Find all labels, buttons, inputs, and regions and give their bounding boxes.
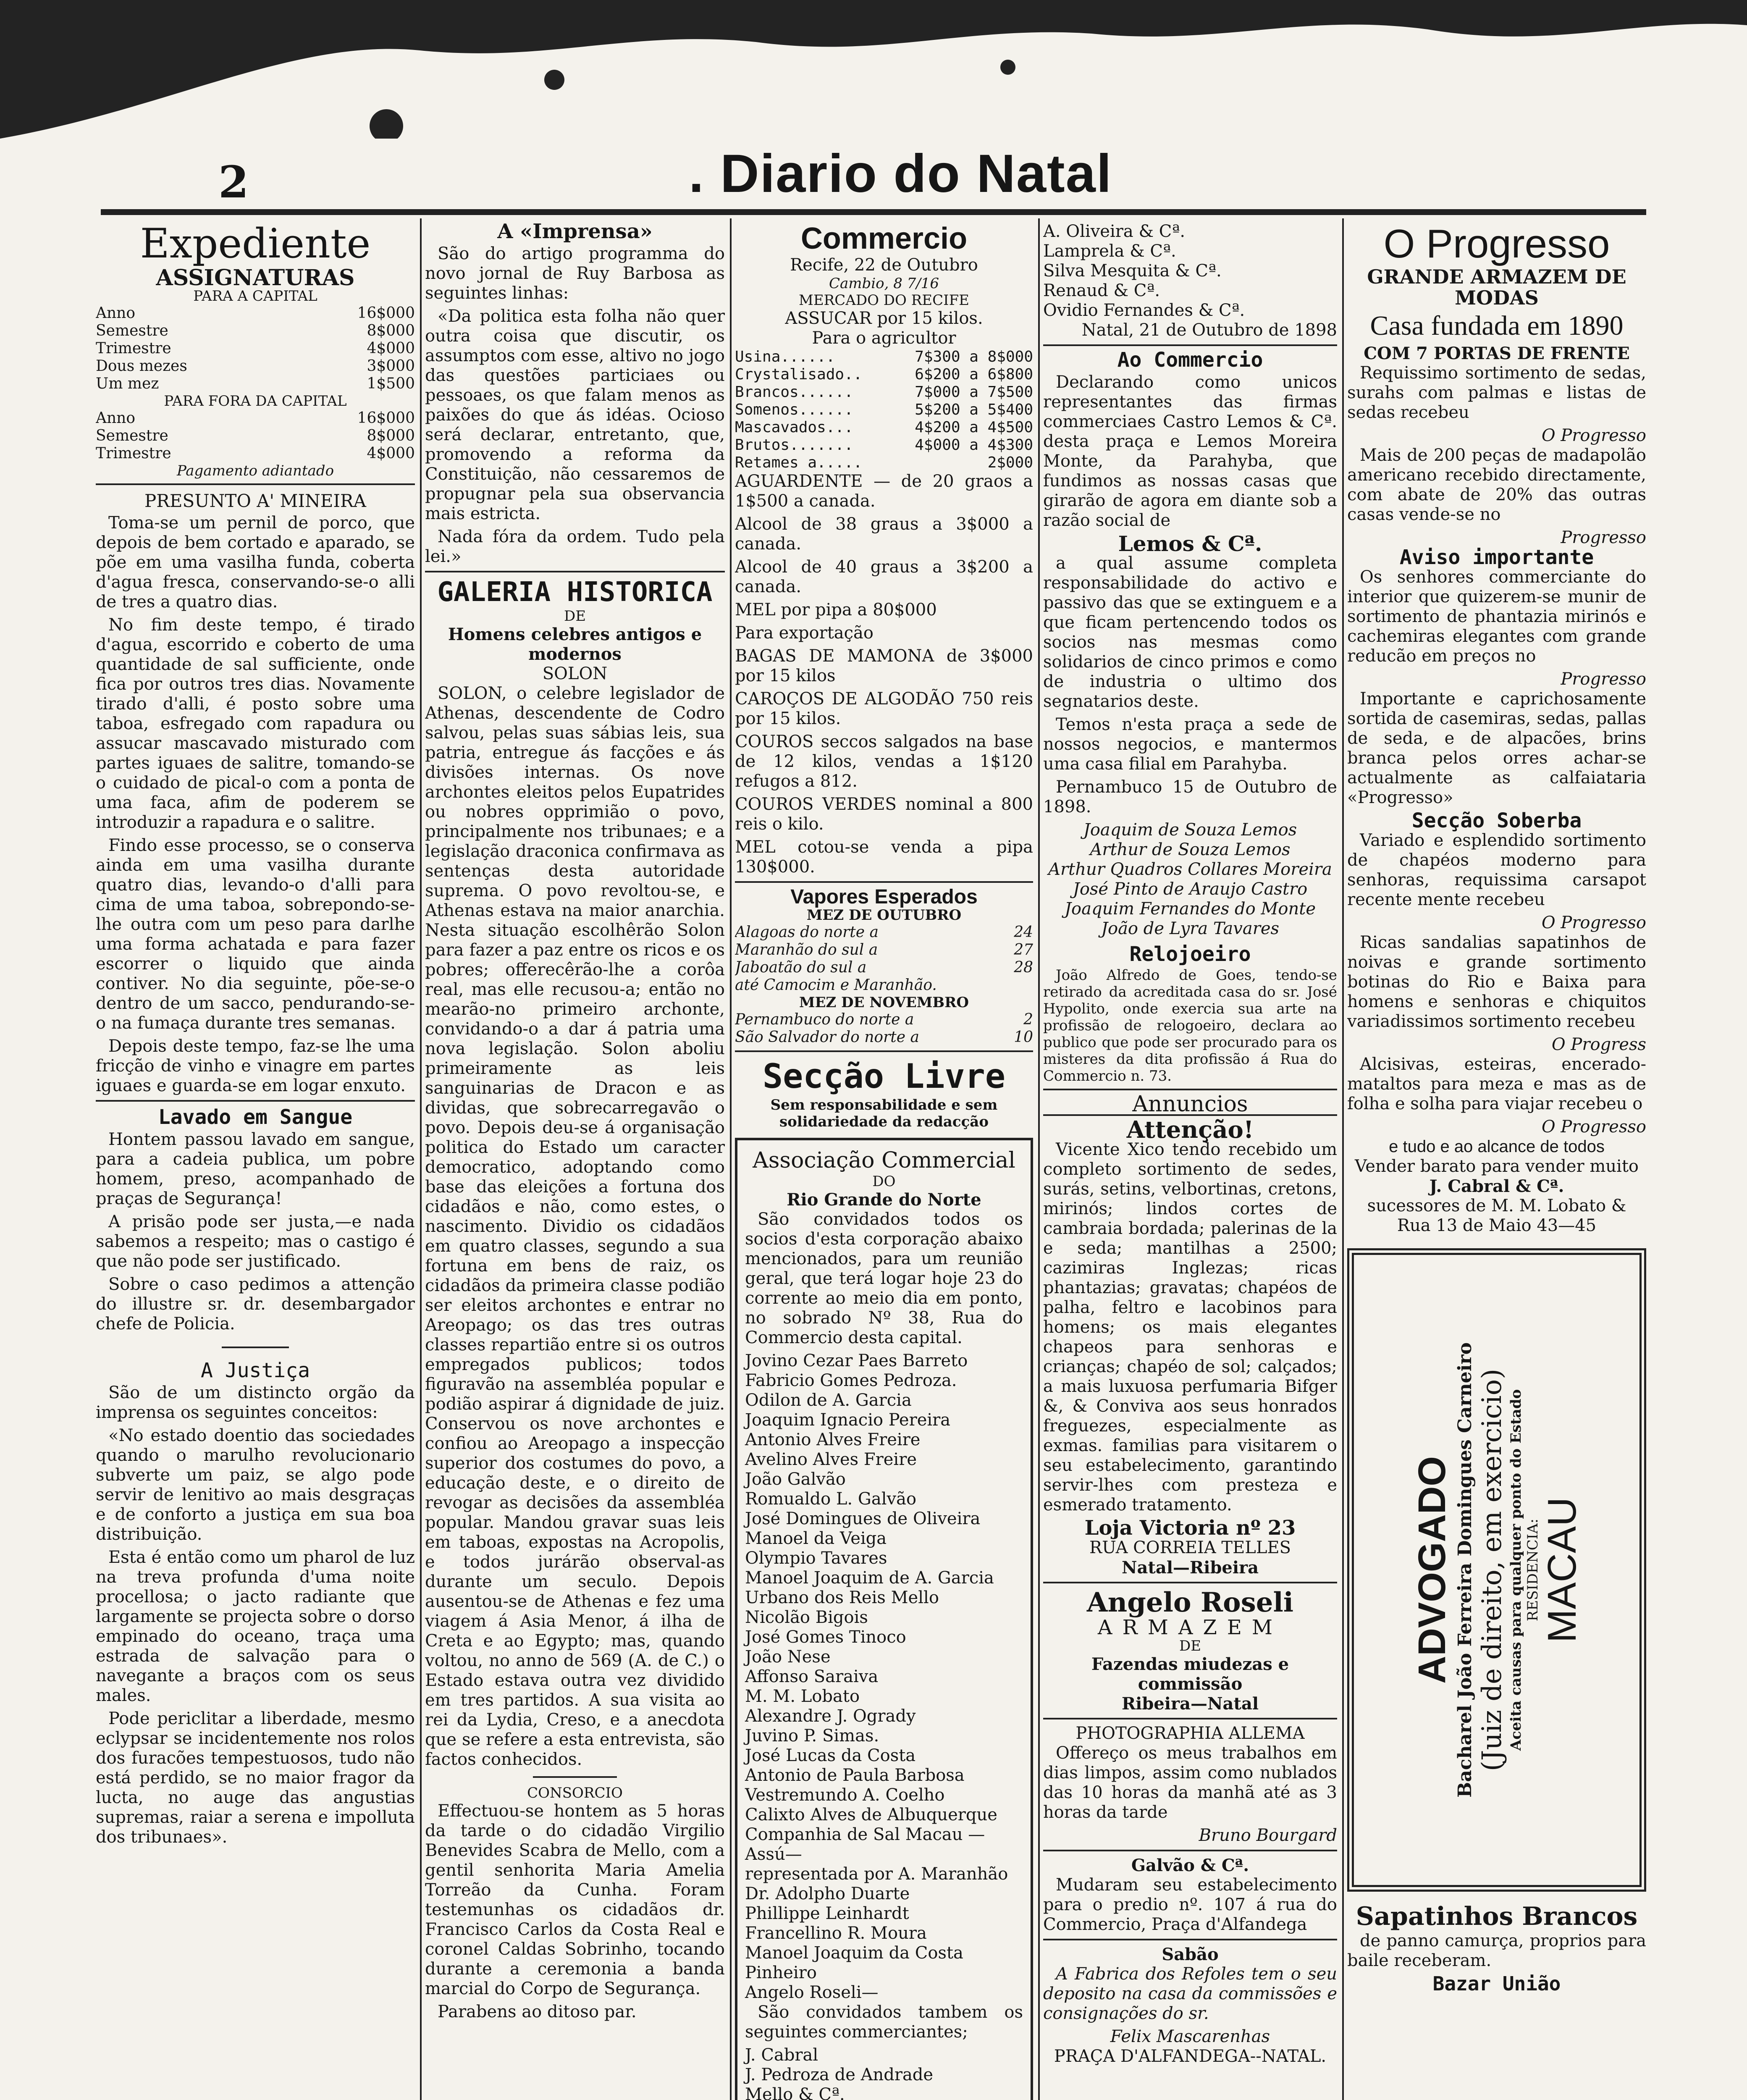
paragraph: Esta é então como um pharol de luz na treva profunda d'uma noite procellosa; o jacto radiante que largamente se projecta sobre o dorso empinado do oceano, traça uma estrada de salvação para o navegante a braços com os seus males. xyxy=(96,1548,415,1705)
list-item: Phillippe Leinhardt xyxy=(745,1904,909,1923)
residencia-label: RESIDENCIA: xyxy=(1524,1518,1541,1622)
table-row xyxy=(735,454,1033,472)
divider xyxy=(1043,1850,1337,1851)
market-line: MEL por pipa a 80$000 xyxy=(735,600,937,620)
market-line: MEL cotou-se venda a pipa 130$000. xyxy=(735,837,1033,877)
market-line: Para exportação xyxy=(735,623,874,643)
ship-day: 10 xyxy=(1014,1029,1033,1046)
ship-day: 27 xyxy=(1014,941,1033,958)
galvao-title: Galvão & Cª. xyxy=(1131,1856,1249,1875)
paragraph: Importante e caprichosamente sortida de casemiras, sedas, pallas de seda, e de alpacões, brins branca pelos orres achar-se actualmente as calfaiataria «Progresso» xyxy=(1347,689,1646,807)
paragraph: Alcisivas, esteiras, encerado-mataltos para meza e mas as de folha e solha para viajar recebeu o xyxy=(1347,1055,1646,1113)
list-item: Urbano dos Reis Mello xyxy=(745,1588,939,1607)
commercio-dateline: Recife, 22 de Outubro xyxy=(790,255,978,275)
list-item: José Lucas da Costa xyxy=(745,1746,916,1765)
list-item: Alexandre J. Ogrady xyxy=(745,1706,916,1726)
table-row xyxy=(735,348,1033,366)
ao-commercio-title: Ao Commercio xyxy=(1117,348,1263,372)
expediente-section xyxy=(96,222,415,479)
price-value: 7$000 a 7$500 xyxy=(915,383,1033,401)
local: Natal—Ribeira xyxy=(1121,1558,1259,1578)
list-item: Olympio Tavares xyxy=(745,1549,887,1568)
place: PRAÇA D'ALFANDEGA--NATAL. xyxy=(1054,2047,1327,2066)
paragraph: Pode periclitar a liberdade, mesmo eclypsar se incidentemente nos rolos dos furacões tempestuosos, tudo não está perdido, se no maior fragor da lucta, no auge das angustias supremas, raiar a serena e impolluta dos tribunaes». xyxy=(96,1709,415,1847)
expediente-title: Expediente xyxy=(140,222,371,267)
market-line: COUROS seccos salgados na base de 12 kilos, vendas a 1$120 refugos a 812. xyxy=(735,732,1033,791)
firm-name: J. Cabral & Cª. xyxy=(1429,1176,1564,1196)
dateline: Pernambuco 15 de Outubro de 1898. xyxy=(1043,777,1337,816)
seccao-livre-title: Secção Livre xyxy=(763,1057,1005,1096)
list-item: Silva Mesquita & Cª. xyxy=(1043,261,1222,281)
relojoeiro-title: Relojoeiro xyxy=(1129,942,1251,966)
table-row xyxy=(96,375,415,393)
vapores-table-outubro xyxy=(735,924,1033,994)
ship-route: Pernambuco do norte a xyxy=(735,1011,914,1028)
ship-route: Maranhão do sul a xyxy=(735,941,878,958)
price-label: Retames a..... xyxy=(735,454,863,471)
sabao-title: Sabão xyxy=(1162,1945,1219,1964)
list-item: Juvino P. Simas. xyxy=(745,1726,879,1746)
list-item: Francellino R. Moura xyxy=(745,1924,927,1943)
table-row xyxy=(96,445,415,462)
price-label: Anno xyxy=(96,304,136,322)
price-label: Crystalisado.. xyxy=(735,366,863,383)
sapatinhos-ad xyxy=(1347,1902,1646,1994)
assucar-heading: ASSUCAR por 15 kilos. xyxy=(785,309,983,328)
paragraph: Findo esse processo, se o conserva ainda em uma vasilha durante quatro dias, levando-o d'alli para cima de uma taboa, sobrepondo-se-lhe outra com um peso para darlhe uma forma achatada e para fazer escorrer o liquido que ainda contiver. No dia seguinte, põe-se-o dentro de um sacco, pendurando-se-o na fumaça durante tres semanas. xyxy=(96,836,415,1033)
column-divider xyxy=(420,218,422,2100)
advogado-note: Aceita causas para qualquer ponto do Estado xyxy=(1508,1389,1524,1751)
paragraph: João Alfredo de Goes, tendo-se retirado da acreditada casa do sr. José Hypolito, onde exercia sua arte na profissão de relogoeiro, declara ao publico que pode ser procurado para os misteres da dita profissão á Rua do Commercio n. 73. xyxy=(1043,967,1337,1084)
list-item: Calixto Alves de Albuquerque xyxy=(745,1805,997,1824)
list-item: Romualdo L. Galvão xyxy=(745,1489,917,1509)
price-label: Dous mezes xyxy=(96,357,187,375)
photographia-ad xyxy=(1043,1724,1337,1845)
ship-day: 28 xyxy=(1014,959,1033,976)
galeria-sub3: SOLON xyxy=(542,664,608,683)
list-item: Joaquim Ignacio Pereira xyxy=(745,1410,951,1430)
list-item: representada por A. Maranhão xyxy=(745,1864,1008,1884)
advogado-rotated-text xyxy=(1410,1276,1583,1864)
signer: Bruno Bourgard xyxy=(1199,1826,1337,1845)
paragraph: de panno camurça, proprios para baile receberam. xyxy=(1347,1931,1646,1970)
divider xyxy=(425,571,725,572)
ship-route: até Camocim e Maranhão. xyxy=(735,976,937,994)
paragraph: «Da politica esta folha não quer outra coisa que discutir, os assumptos com esse, altivo no jogo das questões particiaes ou pessoaes, os que falam menos as paixões do que ás idéas. Ocioso será declarar, entretanto, que, promovendo a reforma da Constituição, não cessaremos de propugnar pela sua observancia mais estricta. xyxy=(425,307,725,523)
price-label: Brancos...... xyxy=(735,383,853,401)
ink-stain xyxy=(0,0,1747,139)
price-label: Somenos...... xyxy=(735,401,853,418)
lavado-article xyxy=(96,1105,415,1334)
aviso-title: Aviso importante xyxy=(1399,546,1594,569)
loja-name: Loja Victoria nº 23 xyxy=(1084,1516,1296,1540)
table-row xyxy=(735,976,1033,994)
ship-route: Alagoas do norte a xyxy=(735,924,879,941)
list-item: M. M. Lobato xyxy=(745,1687,860,1706)
founded-line: Casa fundada em 1890 xyxy=(1370,310,1624,341)
table-row xyxy=(735,401,1033,419)
member-list xyxy=(745,1351,1023,2003)
signer: Joaquim Fernandes do Monte xyxy=(1065,899,1316,919)
attencao-title: Attenção! xyxy=(1126,1116,1254,1144)
paragraph: Mudaram seu estabelecimento para o predio nº. 107 á rua do Commercio, Praça d'Alfandega xyxy=(1043,1875,1337,1934)
signer: Joaquim de Souza Lemos xyxy=(1083,820,1297,840)
table-row xyxy=(96,340,415,357)
column-5 xyxy=(1347,222,1646,2100)
firm-name: Lemos & Cª. xyxy=(1118,531,1262,556)
list-item: José Domingues de Oliveira xyxy=(745,1509,981,1528)
seccao-livre-sub: Sem responsabilidade e sem solidariedade da redacção xyxy=(770,1097,998,1130)
list-item: Mello & Cª. xyxy=(745,2085,845,2100)
list-item: Manoel Joaquim de A. Garcia xyxy=(745,1568,994,1588)
rua-name: RUA CORREIA TELLES xyxy=(1089,1538,1291,1557)
galvao-ad xyxy=(1043,1856,1337,1935)
justica-article xyxy=(96,1361,415,1847)
table-row xyxy=(735,1029,1033,1046)
ship-route: Jaboatão do sul a xyxy=(735,959,867,976)
column-1 xyxy=(96,222,415,2100)
paragraph: Variado e esplendido sortimento de chapéos moderno para senhoras, requissima carsapot recente mente recebeu xyxy=(1347,831,1646,909)
ship-route: São Salvador do norte a xyxy=(735,1029,919,1046)
divider xyxy=(1043,1089,1337,1090)
advogado-name: Bacharel João Ferreira Domingues Carneiro xyxy=(1454,1342,1476,1798)
price-value: 6$200 a 6$800 xyxy=(915,366,1033,383)
sugar-price-table xyxy=(735,348,1033,472)
paragraph: Ricas sandalias sapatinhos de noivas e grande sortimento botinas do Rio e Baixa para homens e senhoras e chiquitos variadissimos sortimento recebeu xyxy=(1347,933,1646,1031)
price-value: 8$000 xyxy=(367,322,415,339)
list-item: Lamprela & Cª. xyxy=(1043,242,1176,261)
market-line: CAROÇOS DE ALGODÃO 750 reis por 15 kilos. xyxy=(735,689,1033,728)
presunto-title: PRESUNTO A' MINEIRA xyxy=(144,491,367,511)
mercado-heading: MERCADO DO RECIFE xyxy=(799,292,969,309)
divider xyxy=(1043,1582,1337,1583)
market-line: AGUARDENTE — de 20 graos a 1$500 a canada. xyxy=(735,472,1033,511)
table-row xyxy=(735,941,1033,959)
column-divider xyxy=(730,218,732,2100)
list-item: Nicolão Bigois xyxy=(745,1608,868,1627)
price-label: Usina...... xyxy=(735,348,835,365)
successors: sucessores de M. M. Lobato & xyxy=(1367,1196,1626,1215)
ship-day: 24 xyxy=(1014,924,1033,941)
signer: Arthur Quadros Collares Moreira xyxy=(1048,860,1332,879)
price-value: 3$000 xyxy=(367,357,415,375)
presunto-article xyxy=(96,491,415,1096)
list-item: Companhia de Sal Macau — Assú— xyxy=(745,1825,985,1864)
price-value: 7$300 a 8$000 xyxy=(915,348,1033,365)
table-row xyxy=(735,959,1033,976)
paragraph: São convidados tambem os seguintes commerciantes; xyxy=(745,2003,1023,2042)
fora-heading: PARA FORA DA CAPITAL xyxy=(164,393,347,410)
progresso-sub: GRANDE ARMAZEM DE MODAS xyxy=(1367,265,1626,309)
advogado-role: (Juiz de direito, em exercicio) xyxy=(1477,1368,1508,1772)
associacao-do: DO xyxy=(872,1173,896,1190)
price-label: Mascavados... xyxy=(735,419,853,436)
price-label: Brutos....... xyxy=(735,436,853,454)
dateline: Natal, 21 de Outubro de 1898 xyxy=(1081,320,1337,340)
table-row xyxy=(96,427,415,445)
column-divider xyxy=(1038,218,1040,2100)
cambio: Cambio, 8 7/16 xyxy=(829,275,939,292)
list-item: A. Oliveira & Cª. xyxy=(1043,222,1186,241)
progresso-ad xyxy=(1347,222,1646,1236)
vapores-title: Vapores Esperados xyxy=(790,886,978,908)
price-label: Semestre xyxy=(96,322,168,339)
signer: O Progresso xyxy=(1541,426,1646,445)
list-item: Vestremundo A. Coelho xyxy=(745,1785,945,1805)
signer: Progresso xyxy=(1561,669,1646,689)
vapores-section xyxy=(735,887,1033,1046)
signer: Progresso xyxy=(1561,528,1646,547)
table-row xyxy=(735,436,1033,454)
payment-note: Pagamento adiantado xyxy=(176,462,334,479)
lavado-title: Lavado em Sangue xyxy=(158,1105,353,1129)
price-value: 4$200 a 4$500 xyxy=(915,419,1033,436)
list-item: Manoel Joaquim da Costa Pinheiro xyxy=(745,1943,963,1982)
table-row xyxy=(96,304,415,322)
divider xyxy=(1043,344,1337,346)
column-4 xyxy=(1043,222,1337,2100)
assignaturas-heading: ASSIGNATURAS xyxy=(156,265,355,291)
paragraph: Os senhores commerciante do interior que quizerem-se munir de sortimento de phantazia mirinós e cachemiras elegantes com grande reducão em preços no xyxy=(1347,567,1646,666)
ao-commercio-article xyxy=(1043,350,1337,939)
list-item: José Gomes Tinoco xyxy=(745,1628,906,1647)
associacao-notice xyxy=(735,1138,1033,2100)
bazar-name: Bazar União xyxy=(1432,1972,1561,1995)
paragraph: «No estado doentio das sociedades quando o marulho revolucionario subverte um paiz, se algo pode servir de lenitivo ao mais desgraças e de conforto a justiça em sua boa distribuição. xyxy=(96,1426,415,1544)
signer: Arthur de Souza Lemos xyxy=(1090,840,1291,859)
paragraph: São convidados todos os socios d'esta corporação abaixo mencionados, para um reunião geral, que terá logar hoje 23 do corrente ao meio dia em ponto, no sobrado Nº 38, Rua do Commercio desta capital. xyxy=(745,1210,1023,1347)
list-item: J. Cabral xyxy=(745,2045,818,2065)
galeria-title: GALERIA HISTORICA xyxy=(437,577,713,608)
table-row xyxy=(735,366,1033,383)
mes-outubro: MEZ DE OUTUBRO xyxy=(806,907,962,924)
capital-heading: PARA A CAPITAL xyxy=(193,288,317,304)
consorcio-article xyxy=(425,1785,725,2022)
advogado-word: ADVOGADO xyxy=(1411,1456,1453,1684)
signer: O Progresso xyxy=(1541,1117,1646,1137)
paragraph: Requissimo sortimento de sedas, surahs com palmas e listas de sedas recebeu xyxy=(1347,363,1646,422)
paragraph: Sobre o caso pedimos a attenção do illustre sr. dr. desembargador chefe de Policia. xyxy=(96,1275,415,1334)
ship-day xyxy=(1007,976,1033,994)
list-item: Antonio de Paula Barbosa xyxy=(745,1766,965,1785)
page-number: 2 xyxy=(218,156,249,208)
slogan: Vender barato para vender muito xyxy=(1355,1157,1639,1176)
paragraph: São de um distincto orgão da imprensa os seguintes conceitos: xyxy=(96,1383,415,1422)
list-item: Manoel da Veiga xyxy=(745,1529,887,1548)
price-value: 1$500 xyxy=(367,375,415,392)
address: Rua 13 de Maio 43—45 xyxy=(1397,1216,1597,1235)
mes-novembro: MEZ DE NOVEMBRO xyxy=(799,994,969,1011)
consorcio-title: CONSORCIO xyxy=(527,1785,623,1801)
vapores-table-novembro xyxy=(735,1011,1033,1046)
annuncios-section xyxy=(1043,1092,1337,1578)
signers-top xyxy=(1043,222,1337,340)
signer: José Pinto de Araujo Castro xyxy=(1073,879,1308,899)
signer: Felix Mascarenhas xyxy=(1110,2027,1270,2046)
list-item: Antonio Alves Freire xyxy=(745,1430,921,1449)
price-value: 5$200 a 5$400 xyxy=(915,401,1033,418)
divider xyxy=(735,881,1033,883)
imprensa-article xyxy=(425,222,725,567)
list-item: Ovidio Fernandes & Cª. xyxy=(1043,301,1245,320)
soberba-title: Secção Soberba xyxy=(1411,809,1582,832)
price-value: 4$000 xyxy=(367,340,415,357)
associacao-place: Rio Grande do Norte xyxy=(787,1190,981,1210)
agricultor-heading: Para o agricultor xyxy=(812,328,956,348)
paragraph: São do artigo programma do novo jornal de Ruy Barbosa as seguintes linhas: xyxy=(425,244,725,303)
price-value: 16$000 xyxy=(357,304,415,322)
paragraph: Offereço os meus trabalhos em dias limpos, assim como nublados das 10 horas da manhã até as 3 horas da tarde xyxy=(1043,1743,1337,1822)
price-value: 2$000 xyxy=(987,454,1033,471)
list-item: Renaud & Cª. xyxy=(1043,281,1160,300)
price-label: Trimestre xyxy=(96,445,171,462)
signer: O Progress xyxy=(1551,1035,1646,1054)
angelo-roseli-ad xyxy=(1043,1588,1337,1714)
list-item: Angelo Roseli— xyxy=(745,1983,879,2002)
associacao-title: Associação Commercial xyxy=(753,1148,1015,1173)
market-line: BAGAS DE MAMONA de 3$000 por 15 kilos xyxy=(735,646,1033,685)
paragraph: SOLON, o celebre legislador de Athenas, descendente de Codro salvou, pelas suas sábias leis, sua patria, entregue ás facções e ás divisões internas. Os nove archontes eleitos pelos Eupatrides ou nobres opprimião o povo, principalmente nos tribunaes; e a legislação draconica confirmava as sentenças desta autoridade suprema. O povo revoltou-se, e Athenas estava na maior anarchia. Nesta situação escolhêrão Solon para fazer a paz entre os ricos e os pobres; offerecêrão-lhe a corôa real, mas elle recusou-a; então no mearão-no primeiro archonte, convidando-o a dar á patria uma nova legislação. Solon aboliu primeiramente as leis sanguinarias de Dracon e as dividas, que sobrecarregavão o povo. Depois deu-se á organisação politica do Estado um caracter democratico, adoptando como base das eleições a fortuna dos cidadãos e não, como estes, o nascimento. Dividio os cidadãos em quatro classes, segundo a sua fortuna em bens de raiz, os cidadãos da primeira classe podião ser eleitos archontes e entrar no Areopago; os das tres outras classes repartião entre si os outros empregados publicos; todos figuravão na assembléa popular e podião aspirar á dignidade de juiz. Conservou os nove archontes e confiou ao Areopago a inspecção superior dos costumes do povo, a educação deste, e o direito de revogar as decisões da assembléa popular. Mandou gravar suas leis em taboas, expostas na Acropolis, e todos jurárão observal-as durante um seculo. Depois ausentou-se de Athenas e fez uma viagem á Asia Menor, á ilha de Creta e ao Egypto; mas, quando voltou, no anno de 569 (A. de C.) o Estado estava outra vez dividido em tres partidos. A sua visita ao rei da Lydia, Creso, e a anecdota que se refere a esta entrevista, são factos conhecidos. xyxy=(425,684,725,1769)
galeria-sub2: Homens celebres antigos e modernos xyxy=(448,625,702,664)
angelo-title: Angelo Roseli xyxy=(1086,1587,1294,1618)
paragraph: A Fabrica dos Refoles tem o seu deposito na casa da commissões e consignações do sr. xyxy=(1043,1964,1337,2023)
advogado-ad xyxy=(1347,1248,1646,1892)
list-item: João Nese xyxy=(745,1647,831,1667)
capital-price-table xyxy=(96,304,415,393)
divider xyxy=(222,1347,289,1348)
galeria-article xyxy=(425,577,725,1769)
fazendas-line: Fazendas miudezas e commissão xyxy=(1091,1654,1289,1694)
table-row xyxy=(96,322,415,340)
armazem-word: ARMAZEM xyxy=(1097,1616,1283,1639)
residencia-city: MACAU xyxy=(1540,1497,1584,1643)
paragraph: a qual assume completa responsabilidade do activo e passivo das que se extinguem e a que ficam pertencendo todos os socios nas mesmas como solidarios de cinco primos e como de industria o ultimo dos segnatarios deste. xyxy=(1043,554,1337,711)
paragraph: Parabens ao ditoso par. xyxy=(438,2002,637,2021)
de-word: DE xyxy=(1179,1638,1201,1654)
sabao-ad xyxy=(1043,1945,1337,2066)
paragraph: Mais de 200 peças de madapolão americano recebido directamente, com abate de 20% das outras casas vende-se no xyxy=(1347,446,1646,524)
column-3 xyxy=(735,222,1033,2100)
paragraph: Declarando como unicos representantes das firmas commerciaes Castro Lemos & Cª. desta praça e Lemos Moreira Monte, da Parahyba, que fundimos as nossas casas que girarão de agora em diante sob a razão social de xyxy=(1043,373,1337,530)
list-item: Affonso Saraiva xyxy=(745,1667,879,1686)
column-divider xyxy=(1342,218,1344,2100)
signer: O Progresso xyxy=(1541,913,1646,932)
paragraph: Effectuou-se hontem as 5 horas da tarde o do cidadão Virgilio Benevides Scabra de Mello, com a gentil senhorita Maria Amelia Torreão da Cunha. Foram testemunhas os cidadãos dr. Francisco Carlos da Costa Real e coronel Caldas Sobrinho, tocando durante a ceremonia a banda marcial do Corpo de Segurança. xyxy=(425,1801,725,1998)
paragraph: Depois deste tempo, faz-se lhe uma fricção de vinho e vinagre em partes iguaes e guarda-se em logar enxuto. xyxy=(96,1037,415,1095)
paragraph: Toma-se um pernil de porco, que depois de bem cortado e aparado, se põe em uma vasilha funda, coberta d'agua fresca, conservando-se-o alli de tres a quatro dias. xyxy=(96,513,415,612)
seccao-livre-section xyxy=(735,1056,1033,1130)
list-item: João Galvão xyxy=(745,1470,846,1489)
market-line: Alcool de 38 graus a 3$000 a canada. xyxy=(735,514,1033,554)
price-value: 4$000 a 4$300 xyxy=(915,436,1033,454)
masthead-title: . Diario do Natal xyxy=(689,144,1112,204)
list-item: Avelino Alves Freire xyxy=(745,1450,917,1469)
photo-title: PHOTOGRAPHIA ALLEMA xyxy=(1075,1724,1305,1743)
relojoeiro-notice xyxy=(1043,942,1337,1084)
divider xyxy=(96,483,415,485)
divider xyxy=(1043,1939,1337,1940)
paragraph: Nada fóra da ordem. Tudo pela lei.» xyxy=(425,527,725,566)
imprensa-title: A «Imprensa» xyxy=(497,222,653,243)
justica-title: A Justiça xyxy=(200,1359,310,1382)
progresso-title: O Progresso xyxy=(1383,222,1610,266)
market-line: COUROS VERDES nominal a 800 reis o kilo. xyxy=(735,795,1033,834)
table-row xyxy=(735,419,1033,436)
market-line: Alcool de 40 graus a 3$200 a canada. xyxy=(735,557,1033,596)
column-2 xyxy=(425,222,725,2100)
list-item: J. Pedroza de Andrade xyxy=(745,2065,934,2084)
fora-price-table xyxy=(96,410,415,462)
list-item: Fabricio Gomes Pedroza. xyxy=(745,1371,957,1390)
price-value: 4$000 xyxy=(367,445,415,462)
list-item: Jovino Cezar Paes Barreto xyxy=(745,1351,968,1370)
paragraph: A prisão pode ser justa,—e nada sabemos a respeito; mas o castigo é que não pode ser justificado. xyxy=(96,1212,415,1271)
local: Ribeira—Natal xyxy=(1121,1694,1259,1714)
sapatinhos-title: Sapatinhos Brancos xyxy=(1356,1902,1638,1931)
motto: e tudo e ao alcance de todos xyxy=(1389,1137,1605,1156)
divider xyxy=(735,1050,1033,1052)
table-row xyxy=(735,924,1033,941)
signer: João de Lyra Tavares xyxy=(1101,919,1280,938)
paragraph: Hontem passou lavado em sangue, para a cadeia publica, um pobre homem, preso, acompanhado de praças de Segurança! xyxy=(96,1130,415,1208)
masthead-rule xyxy=(101,209,1646,215)
paragraph: Vicente Xico tendo recebido um completo sortimento de sedes, surás, setins, velbortinas, cretons, mirinós; lindos cortes de cambraia bordada; palerinas de la e seda; mantilhas a 2500; cazimiras Inglezas; ricas phantazias; gravatas; chapéos de palha, feltro e lacobinos para homens; os mais elegantes chapeos para senhoras e crianças; chapéo de sol; calçados; a mais luxuosa perfumaria Bifger &, & Conviva aos seus honrados freguezes, especialmente as exmas. familias para visitarem o seu estabelecimento, garantindo servir-lhes com presteza e esmerado tratamento. xyxy=(1043,1140,1337,1515)
price-value: 16$000 xyxy=(357,410,415,427)
divider xyxy=(533,1776,617,1778)
table-row xyxy=(735,383,1033,401)
portas-line: COM 7 PORTAS DE FRENTE xyxy=(1364,344,1630,363)
paragraph: Temos n'esta praça a sede de nossos negocios, e mantermos uma casa filial em Parahyba. xyxy=(1043,715,1337,774)
commercio-section xyxy=(735,222,1033,877)
table-row xyxy=(96,357,415,375)
price-value: 8$000 xyxy=(367,427,415,444)
price-label: Semestre xyxy=(96,427,168,444)
table-row xyxy=(96,410,415,427)
price-label: Um mez xyxy=(96,375,159,392)
price-label: Trimestre xyxy=(96,340,171,357)
list-item: Dr. Adolpho Duarte xyxy=(745,1884,910,1903)
table-row xyxy=(735,1011,1033,1029)
price-label: Anno xyxy=(96,410,136,427)
paragraph: No fim deste tempo, é tirado d'agua, escorrido e coberto de uma quantidade de sal sufficiente, onde fica por outros tres dias. Novamente tirado d'alli, é posto sobre uma taboa, esfregado com rapadura ou assucar mascavado misturado com partes iguaes de salitre, tomando-se o cuidado de pical-o com a ponta de uma faca, afim de poderem se introduzir a rapadura e o salitre. xyxy=(96,615,415,832)
divider xyxy=(96,1100,415,1102)
ship-day: 2 xyxy=(1023,1011,1033,1028)
galeria-sub1: DE xyxy=(564,608,586,625)
annuncios-title: Annuncios xyxy=(1043,1095,1337,1116)
list-item: Odilon de A. Garcia xyxy=(745,1391,912,1410)
divider xyxy=(1043,1718,1337,1719)
commercio-title: Commercio xyxy=(800,222,968,255)
